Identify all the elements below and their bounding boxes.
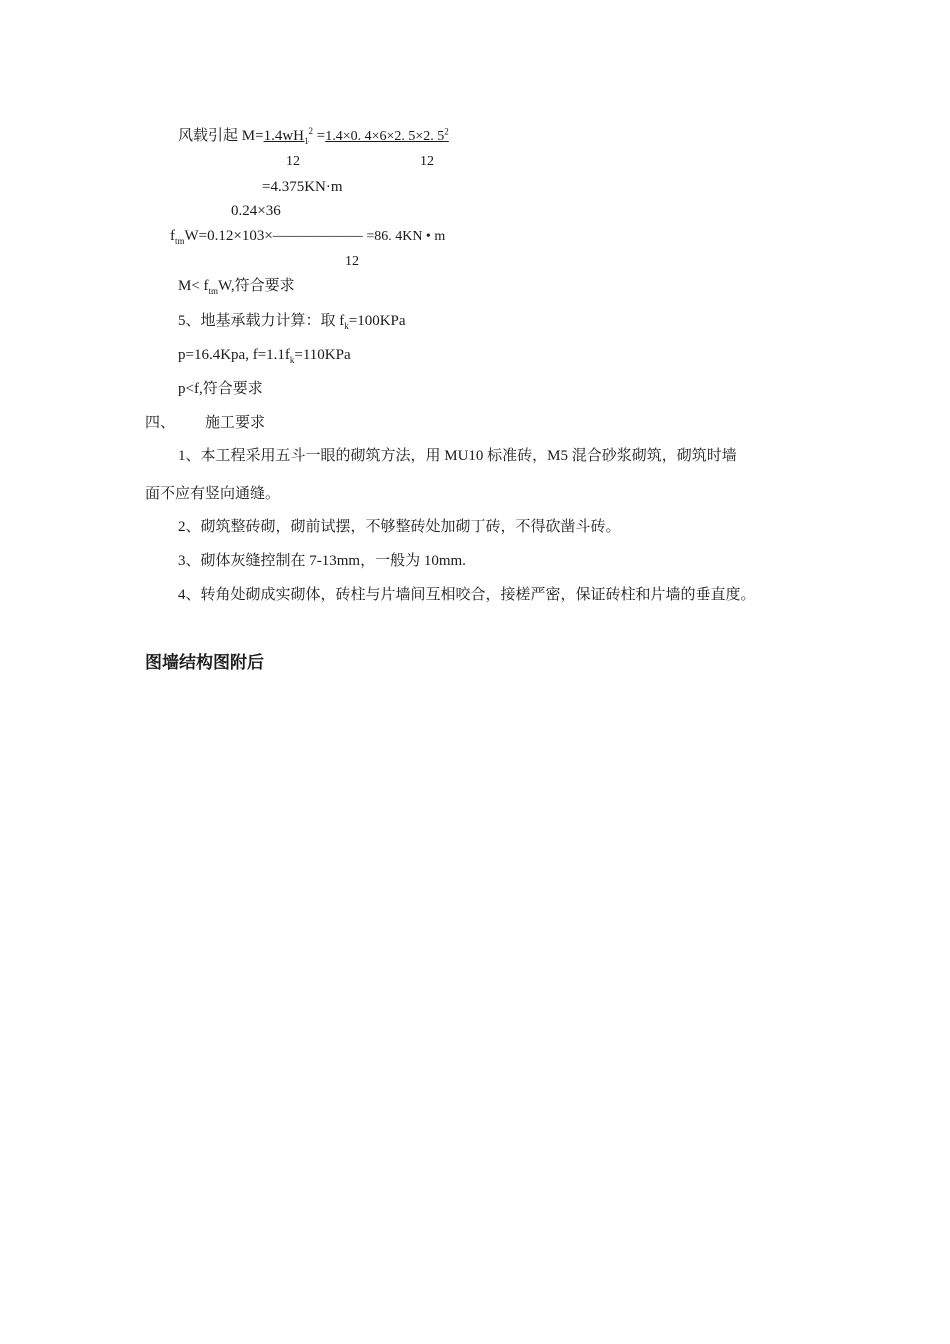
moment-check: $M< f_{tm}W$,符合要求 <box>178 278 295 296</box>
moment-equals: = <box>312 128 326 144</box>
resist-numerator: 0.24×36 <box>231 203 281 219</box>
moment-numerator-2: 1.4×0. 4×6×2. 5×2. $5^2$ <box>325 126 449 144</box>
section-4-item-1b: 面不应有竖向通缝。 <box>145 486 281 502</box>
resist-lhs-sub: tm <box>175 236 185 246</box>
section-4-item-1a: 1、本工程采用五斗一眼的砌筑方法，用 MU10 标准砖，M5 混合砂浆砌筑，砌筑时墙 <box>178 448 737 464</box>
moment-numerator-1-power: 2 <box>308 126 313 136</box>
bearing-line-2: p=16.4Kpa, $f=1.1f_k=110KPa$ <box>178 347 351 365</box>
bearing-line-1: 5、地基承载力计算：取 $f_k=100KPa$ <box>178 313 406 331</box>
resist-lhs-f: f <box>170 228 175 244</box>
section-4-heading <box>145 413 265 433</box>
moment-numerator-1: $1.4wH_1$ <box>263 128 309 146</box>
resist-formula-line <box>170 226 445 247</box>
moment-denominator-2: 12 <box>420 154 434 169</box>
footer-heading: 图墙结构图附后 <box>145 653 264 673</box>
resist-lhs-rest: W=0.12×103×—————— <box>184 228 363 244</box>
section-4-number: 四、 <box>145 415 176 431</box>
section-4-item-4: 4、转角处砌成实砌体，砖柱与片墙间互相咬合，接槎严密，保证砖柱和片墙的垂直度。 <box>178 587 756 603</box>
moment-label: 风载引起 M= <box>178 128 264 144</box>
moment-result: =4.375KN·m <box>262 179 343 195</box>
resist-rhs: =86. 4KN • m <box>362 229 446 244</box>
section-4-item-3: 3、砌体灰缝控制在 7-13mm，一般为 10mm. <box>178 553 466 569</box>
section-4-item-2: 2、砌筑整砖砌，砌前试摆，不够整砖处加砌丁砖，不得砍凿斗砖。 <box>178 519 621 535</box>
resist-denominator: 12 <box>345 254 359 269</box>
section-4-title: 施工要求 <box>205 415 266 431</box>
bearing-line-3: p<f,符合要求 <box>178 381 263 397</box>
moment-denominator-1: 12 <box>286 154 300 169</box>
moment-formula-line <box>178 126 449 147</box>
